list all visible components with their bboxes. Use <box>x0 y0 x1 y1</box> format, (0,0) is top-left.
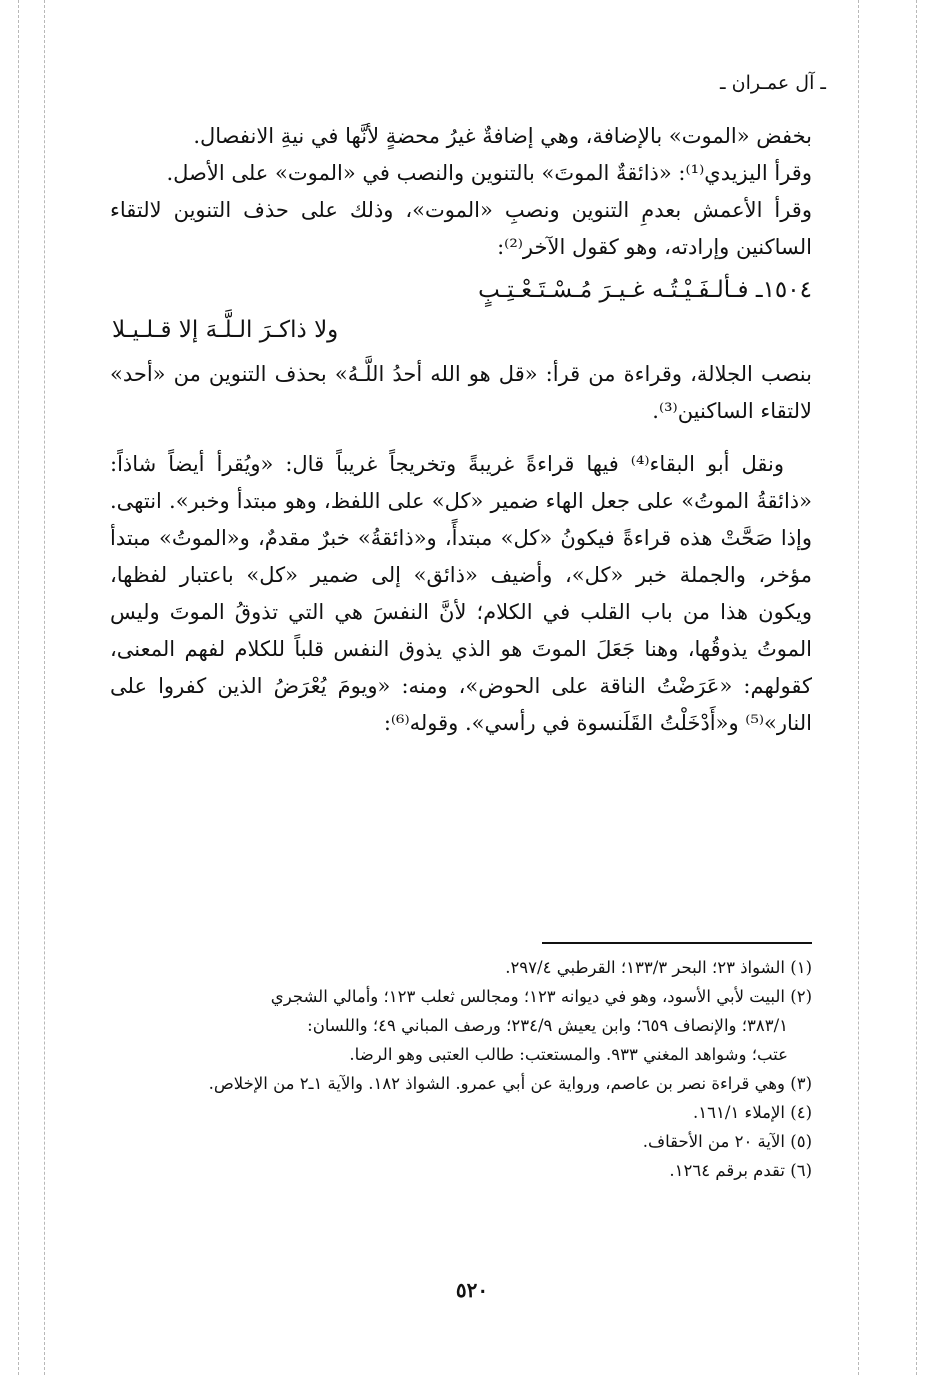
footnote: (١) الشواذ ٢٣؛ البحر ١٣٣/٣؛ القرطبي ٢٩٧/٤. <box>505 958 812 977</box>
scan-guide-line <box>18 0 19 1375</box>
paragraph: ونقل أبو البقاء⁽⁴⁾ فيها قراءةً غريبةً وتخريجاً غريباً قال: «ويُقرأ أيضاً شاذاً: «ذائقةُ الموتُ» على جعل الهاء ضمير «كل» على اللفظ، وهو مبتدأ وخبر». انتهى. وإذا صَحَّتْ هذه قراءةً فيكونُ «كل» مبتدأً، و«ذائقةُ» خبرٌ مقدمٌ، و«الموتُ» مبتدأ مؤخر، والجملة خبر «كل»، وأضيف «ذائق» إلى ضمير «كل» باعتبار لفظها، ويكون هذا من باب القلب في الكلام؛ لأنَّ النفسَ هي التي تذوقُ الموتَ وليس الموتُ يذوقُها، وهنا جَعَلَ الموتَ هو الذي يذوق النفس قلباً للكلام لفهم المعنى، كقولهم: «عَرَضْتُ الناقة على الحوض»، ومنه: «ويومَ يُعْرَضُ الذين كفروا على النار»⁽⁵⁾ و«أَدْخَلْتُ القَلَنسوة في رأسي». وقوله⁽⁶⁾: <box>110 452 812 735</box>
paragraph: وقرأ الأعمش بعدمِ التنوين ونصبِ «الموت»، وذلك على حذف التنوين لالتقاء الساكنين وإرادته، وهو كقول الآخر⁽²⁾: <box>110 198 812 259</box>
scan-guide-line <box>858 0 859 1375</box>
verse-second-hemistich: ولا ذاكـرَ الـلَّـهَ إلا قـلـيـلا <box>112 317 339 343</box>
paragraph-gap <box>110 430 812 446</box>
running-header: ـ آل عمـران ـ <box>720 72 826 94</box>
footnote: (٣) وهي قراءة نصر بن عاصم، ورواية عن أبي عمرو. الشواذ ١٨٢. والآية ١ـ٢ من الإخلاص. <box>208 1074 812 1093</box>
poetry-verse <box>110 270 812 350</box>
verse-text: فـألـفَـيْـتُـه غـيـرَ مُـسْـتَـعْـتِـبٍ <box>478 277 749 303</box>
main-text <box>110 118 812 742</box>
footnote: (٥) الآية ٢٠ من الأحقاف. <box>642 1132 812 1151</box>
scan-guide-line <box>916 0 917 1375</box>
footnote-line: ٣٨٣/١؛ والإنصاف ٦٥٩؛ وابن يعيش ٢٣٤/٩؛ ورصف المباني ٤٩؛ واللسان: <box>307 1016 788 1035</box>
footnote-line: (٢) البيت لأبي الأسود، وهو في ديوانه ١٢٣؛ ومجالس ثعلب ١٢٣؛ وأمالي الشجري <box>270 987 812 1006</box>
page-number: ٥٢٠ <box>455 1278 489 1302</box>
verse-first-hemistich <box>110 270 812 310</box>
footnote-line: عتب؛ وشواهد المغني ٩٣٣. والمستعتب: طالب العتبى وهو الرضا. <box>349 1045 788 1064</box>
footnote: (٤) الإملاء ١٦١/١. <box>693 1103 812 1122</box>
scan-guide-line <box>44 0 45 1375</box>
footnotes <box>110 953 812 1185</box>
paragraph: بنصب الجلالة، وقراءة من قرأ: «قل هو الله أحدُ اللَّـهُ» بحذف التنوين من «أحد» لالتقاء الساكنين⁽³⁾. <box>110 362 812 423</box>
paragraph: بخفض «الموت» بالإضافة، وهي إضافةٌ غيرُ محضةٍ لأنَّها في نيةِ الانفصال. <box>193 124 812 148</box>
verse-number: ١٥٠٤ـ <box>755 277 812 303</box>
footnote <box>110 982 812 1069</box>
footnote: (٦) تقدم برقم ١٢٦٤. <box>669 1161 812 1180</box>
footnote-divider <box>542 942 812 944</box>
paragraph: وقرأ اليزيدي⁽¹⁾: «ذائقةٌ الموتَ» بالتنوين والنصب في «الموت» على الأصل. <box>166 161 812 185</box>
